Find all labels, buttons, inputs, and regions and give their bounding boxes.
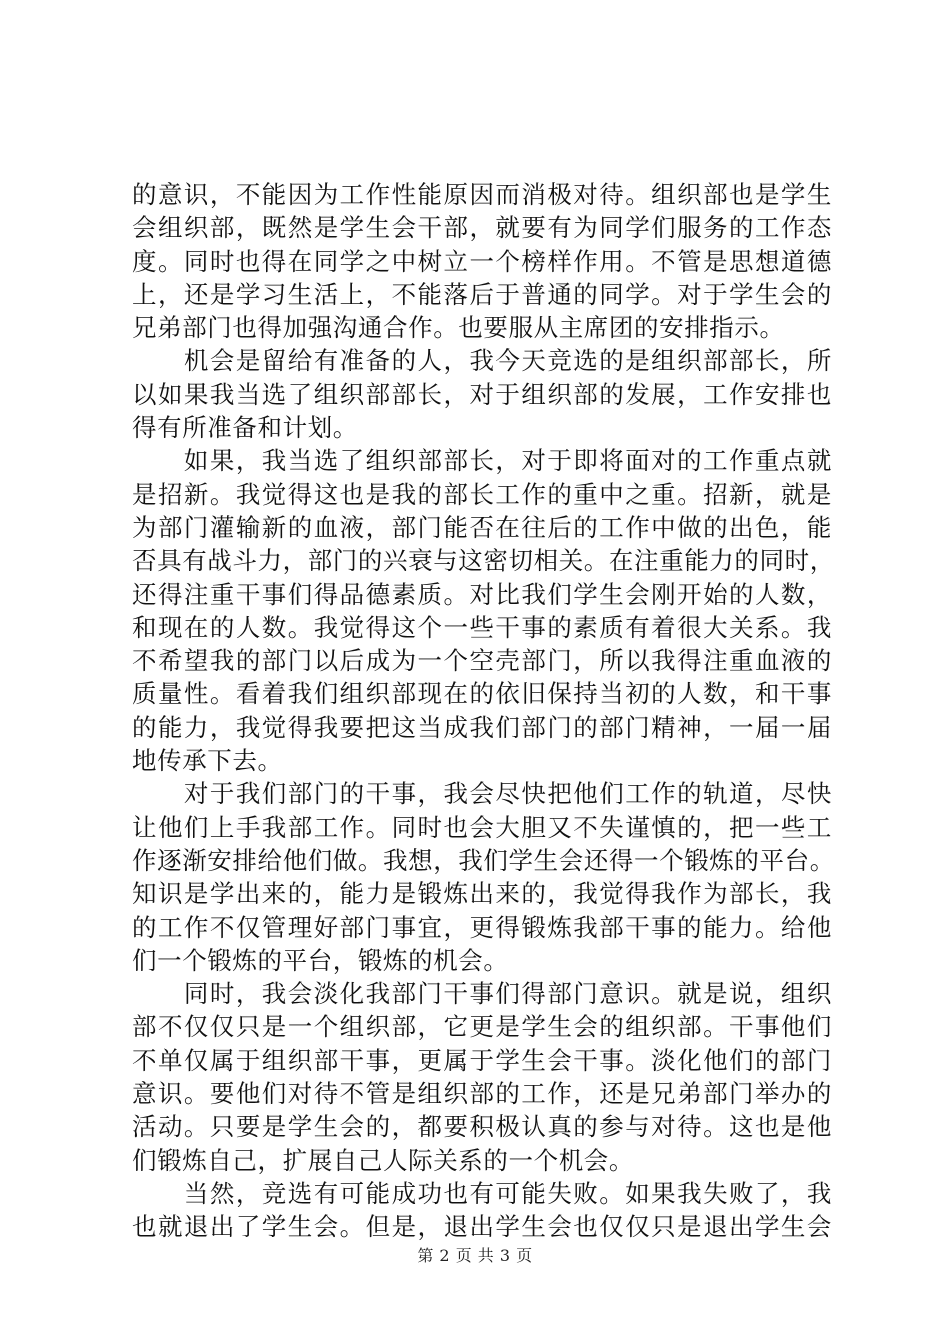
text-line: 不希望我的部门以后成为一个空壳部门，所以我得注重血液的 (132, 646, 832, 676)
text-line: 部不仅仅只是一个组织部，它更是学生会的组织部。干事他们 (132, 1012, 832, 1042)
text-line: 兄弟部门也得加强沟通合作。也要服从主席团的安排指示。 (132, 313, 785, 343)
text-line: 当然，竞选有可能成功也有可能失败。如果我失败了，我 (132, 1178, 832, 1208)
text-line: 让他们上手我部工作。同时也会大胆又不失谨慎的，把一些工 (132, 812, 832, 842)
text-line: 们锻炼自己，扩展自己人际关系的一个机会。 (132, 1145, 634, 1175)
text-line: 否具有战斗力，部门的兴衰与这密切相关。在注重能力的同时， (132, 546, 835, 576)
text-line: 度。同时也得在同学之中树立一个榜样作用。不管是思想道德 (132, 246, 832, 276)
text-line: 质量性。看着我们组织部现在的依旧保持当初的人数，和干事 (132, 679, 832, 709)
text-line: 机会是留给有准备的人，我今天竞选的是组织部部长，所 (132, 346, 832, 376)
text-line: 以如果我当选了组织部部长，对于组织部的发展，工作安排也 (132, 379, 832, 409)
text-line: 上，还是学习生活上，不能落后于普通的同学。对于学生会的 (132, 279, 832, 309)
text-line: 是招新。我觉得这也是我的部长工作的重中之重。招新，就是 (132, 479, 832, 509)
text-line: 和现在的人数。我觉得这个一些干事的素质有着很大关系。我 (132, 612, 832, 642)
text-line: 的工作不仅管理好部门事宜，更得锻炼我部干事的能力。给他 (132, 912, 832, 942)
text-line: 同时，我会淡化我部门干事们得部门意识。就是说，组织 (132, 979, 832, 1009)
text-line: 不单仅属于组织部干事，更属于学生会干事。淡化他们的部门 (132, 1045, 832, 1075)
text-line: 意识。要他们对待不管是组织部的工作，还是兄弟部门举办的 (132, 1079, 832, 1109)
text-line: 如果，我当选了组织部部长，对于即将面对的工作重点就 (132, 446, 832, 476)
text-line: 还得注重干事们得品德素质。对比我们学生会刚开始的人数， (132, 579, 832, 609)
text-line: 得有所准备和计划。 (132, 413, 358, 443)
body-text (132, 178, 835, 1244)
text-line: 活动。只要是学生会的，都要积极认真的参与对待。这也是他 (132, 1112, 832, 1142)
text-line: 地传承下去。 (132, 746, 283, 776)
text-line: 们一个锻炼的平台，锻炼的机会。 (132, 945, 509, 975)
text-line: 的意识，不能因为工作性能原因而消极对待。组织部也是学生 (132, 180, 832, 209)
text-line: 知识是学出来的，能力是锻炼出来的，我觉得我作为部长，我 (132, 879, 832, 909)
page-number-footer: 第 2 页 共 3 页 (417, 1246, 533, 1265)
text-line: 作逐渐安排给他们做。我想，我们学生会还得一个锻炼的平台。 (132, 845, 835, 875)
text-line: 对于我们部门的干事，我会尽快把他们工作的轨道，尽快 (132, 779, 832, 809)
text-line: 会组织部，既然是学生会干部，就要有为同学们服务的工作态 (132, 213, 832, 243)
text-line: 也就退出了学生会。但是，退出学生会也仅仅只是退出学生会 (132, 1212, 832, 1242)
text-line: 为部门灌输新的血液，部门能否在往后的工作中做的出色，能 (132, 512, 832, 542)
text-line: 的能力，我觉得我要把这当成我们部门的部门精神，一届一届 (132, 712, 832, 742)
